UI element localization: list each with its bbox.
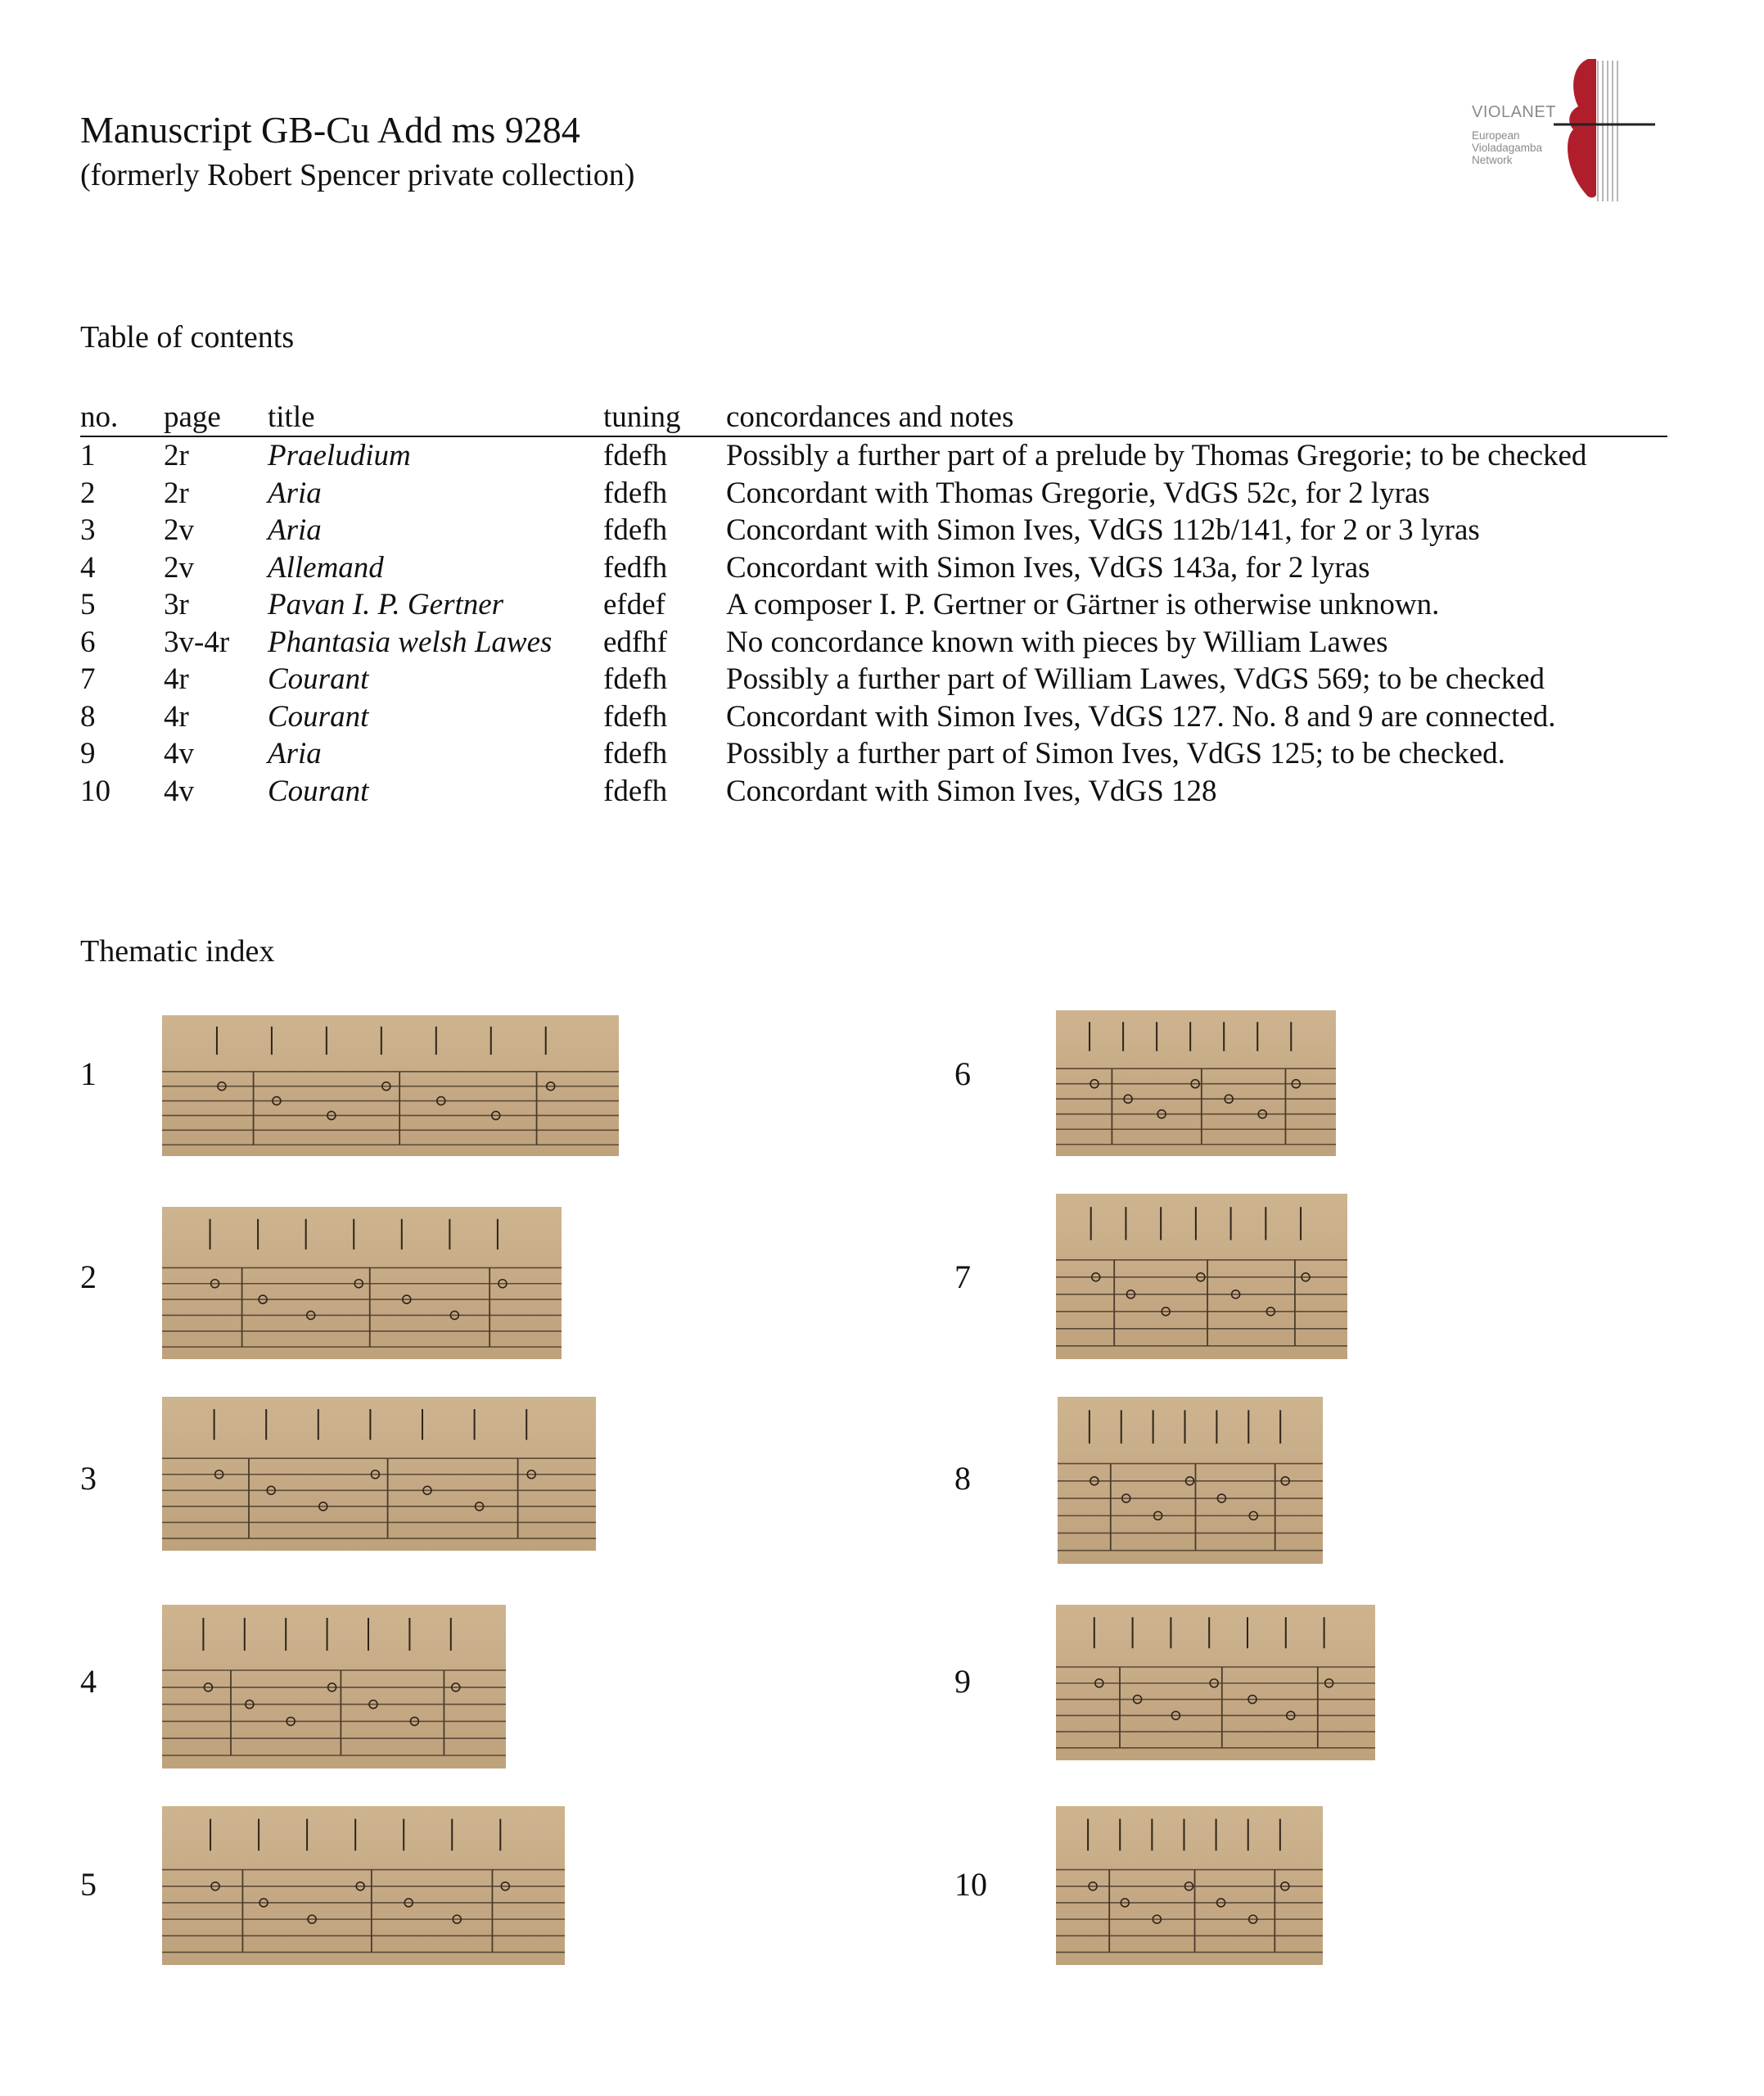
cell-title: Courant: [268, 699, 369, 734]
cell-no: 7: [80, 662, 96, 696]
table-row: [80, 436, 1667, 475]
table-row: [80, 586, 1667, 624]
incipit-scan-image: [1056, 1010, 1336, 1156]
cell-page: 4v: [164, 774, 194, 808]
toc-header-row: [80, 400, 1667, 436]
cell-tuning: fdefh: [603, 439, 668, 472]
cell-tuning: fedfh: [603, 550, 668, 585]
cell-title: Courant: [268, 774, 369, 808]
tablature-staff: [162, 1207, 562, 1359]
incipit-scan-image: [1056, 1194, 1347, 1359]
cell-no: 1: [80, 439, 96, 472]
col-header-notes: concordances and notes: [726, 400, 1667, 436]
cell-no: 9: [80, 737, 96, 770]
logo-tagline: European Violadagamba Network: [1472, 129, 1543, 166]
col-header-page: page: [164, 400, 268, 436]
cell-notes: Concordant with Thomas Gregorie, VdGS 52c, for 2 lyras: [726, 476, 1430, 510]
cell-title: Pavan I. P. Gertner: [268, 588, 504, 621]
cell-no: 5: [80, 588, 96, 621]
cell-no: 2: [80, 476, 96, 510]
cell-tuning: efdef: [603, 588, 665, 621]
cell-no: 3: [80, 513, 96, 547]
cell-page: 2r: [164, 476, 189, 510]
tablature-staff: [1056, 1806, 1323, 1965]
table-row: [80, 735, 1667, 773]
cell-title: Aria: [268, 513, 322, 547]
cell-notes: Possibly a further part of Simon Ives, VdGS 125; to be checked.: [726, 737, 1505, 770]
table-row: [80, 624, 1667, 662]
toc-heading: Table of contents: [80, 320, 295, 355]
page-title: Manuscript GB-Cu Add ms 9284: [80, 109, 580, 151]
cell-notes: Concordant with Simon Ives, VdGS 143a, for 2 lyras: [726, 550, 1370, 585]
cell-title: Courant: [268, 662, 369, 696]
tablature-staff: [162, 1806, 565, 1965]
tablature-staff: [162, 1397, 596, 1551]
violanet-logo: [1465, 57, 1658, 203]
incipit-number: 6: [954, 1055, 971, 1092]
cell-notes: Concordant with Simon Ives, VdGS 112b/141, for 2 or 3 lyras: [726, 513, 1480, 547]
cell-notes: Possibly a further part of a prelude by Thomas Gregorie; to be checked: [726, 439, 1587, 472]
tablature-staff: [1056, 1605, 1375, 1760]
page-subtitle: (formerly Robert Spencer private collection): [80, 158, 635, 192]
cell-page: 4r: [164, 662, 189, 696]
cell-notes: Concordant with Simon Ives, VdGS 128: [726, 774, 1217, 808]
cell-tuning: fdefh: [603, 774, 668, 808]
incipit-number: 9: [954, 1663, 971, 1700]
cell-page: 2v: [164, 550, 194, 585]
incipit-number: 10: [954, 1866, 987, 1903]
incipit-number: 3: [80, 1460, 97, 1497]
cell-tuning: fdefh: [603, 476, 668, 510]
logo-name: VIOLANET: [1472, 103, 1556, 121]
table-row: [80, 698, 1667, 736]
cell-page: 2v: [164, 513, 194, 547]
cell-tuning: fdefh: [603, 699, 668, 734]
incipit-number: 5: [80, 1866, 97, 1903]
cell-notes: Concordant with Simon Ives, VdGS 127. No. 8 and 9 are connected.: [726, 699, 1556, 734]
cell-title: Aria: [268, 476, 322, 510]
tablature-staff: [162, 1605, 506, 1768]
incipit-scan-image: [1058, 1397, 1323, 1564]
col-header-tuning: tuning: [603, 400, 726, 436]
cell-page: 2r: [164, 439, 189, 472]
tablature-staff: [1056, 1194, 1347, 1359]
cell-notes: A composer I. P. Gertner or Gärtner is otherwise unknown.: [726, 588, 1440, 621]
incipit-scan-image: [162, 1207, 562, 1359]
table-row: [80, 661, 1667, 698]
cell-page: 4v: [164, 737, 194, 770]
cell-no: 6: [80, 625, 96, 659]
table-row: [80, 549, 1667, 587]
incipit-number: 8: [954, 1460, 971, 1497]
toc-table: [80, 400, 1667, 810]
thematic-index-heading: Thematic index: [80, 934, 275, 969]
cell-title: Phantasia welsh Lawes: [268, 625, 553, 659]
incipit-scan-image: [162, 1015, 619, 1156]
incipit-scan-image: [162, 1605, 506, 1768]
cell-no: 8: [80, 699, 96, 734]
cell-tuning: fdefh: [603, 513, 668, 547]
table-row: [80, 512, 1667, 549]
cell-page: 3r: [164, 588, 189, 621]
incipit-scan-image: [162, 1806, 565, 1965]
cell-title: Praeludium: [268, 439, 411, 472]
cell-page: 4r: [164, 699, 189, 734]
tablature-staff: [162, 1015, 619, 1156]
cell-page: 3v-4r: [164, 625, 230, 659]
cell-no: 4: [80, 550, 96, 585]
incipit-scan-image: [1056, 1605, 1375, 1760]
incipit-number: 4: [80, 1663, 97, 1700]
cell-tuning: fdefh: [603, 662, 668, 696]
col-header-no: no.: [80, 400, 164, 436]
col-header-title: title: [268, 400, 603, 436]
table-row: [80, 773, 1667, 811]
cell-title: Aria: [268, 737, 322, 770]
table-row: [80, 475, 1667, 513]
incipit-number: 7: [954, 1258, 971, 1295]
cell-no: 10: [80, 774, 111, 808]
cell-tuning: fdefh: [603, 737, 668, 770]
incipit-scan-image: [162, 1397, 596, 1551]
cell-title: Allemand: [268, 550, 384, 585]
incipit-number: 1: [80, 1055, 97, 1092]
incipit-scan-image: [1056, 1806, 1323, 1965]
cell-notes: Possibly a further part of William Lawes, VdGS 569; to be checked: [726, 662, 1545, 696]
cell-tuning: edfhf: [603, 625, 668, 659]
cell-notes: No concordance known with pieces by William Lawes: [726, 625, 1388, 659]
tablature-staff: [1056, 1010, 1336, 1156]
incipit-number: 2: [80, 1258, 97, 1295]
tablature-staff: [1058, 1397, 1323, 1564]
